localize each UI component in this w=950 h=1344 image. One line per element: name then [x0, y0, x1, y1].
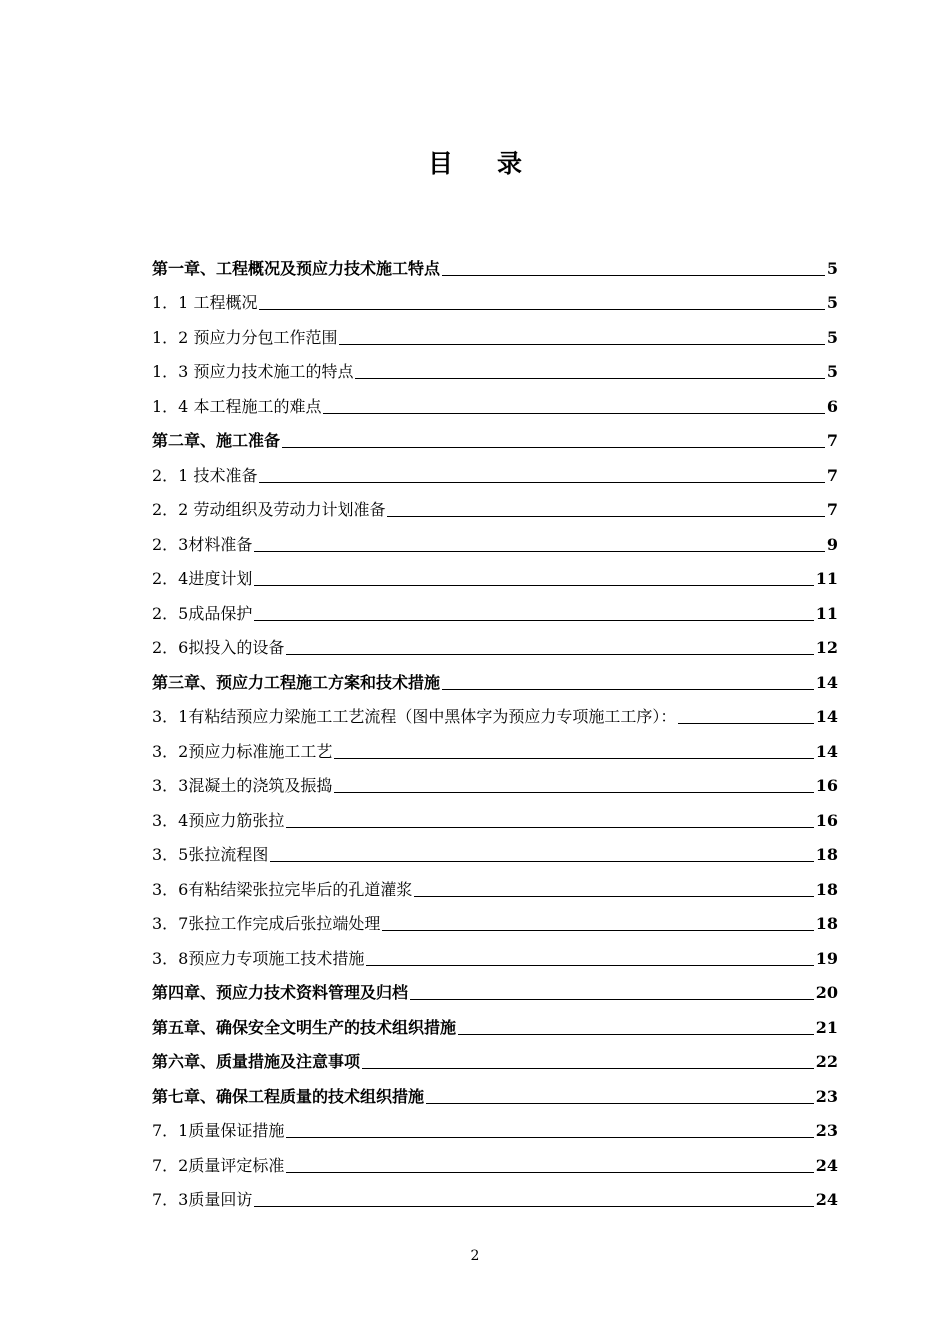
toc-section-entry[interactable] [152, 900, 838, 935]
toc-section-entry[interactable] [152, 796, 838, 831]
toc-section-entry[interactable] [152, 279, 838, 314]
toc-entry-page: 7 [826, 500, 838, 519]
toc-entry-label: 3．2预应力标准施工工艺 [152, 741, 333, 761]
toc-leader-line [458, 1034, 814, 1035]
toc-leader-line [410, 999, 814, 1000]
toc-entry-label: 1．1 工程概况 [152, 293, 258, 312]
toc-entry-label: 1．2 预应力分包工作范围 [152, 327, 338, 347]
toc-section-entry[interactable] [152, 348, 838, 383]
toc-leader-line [426, 1103, 814, 1104]
toc-section-entry[interactable] [152, 865, 838, 900]
toc-entry-page: 18 [815, 879, 838, 899]
toc-section-entry[interactable] [152, 313, 838, 348]
toc-section-entry[interactable] [152, 555, 838, 590]
toc-entry-page: 16 [815, 776, 838, 795]
toc-chapter-entry[interactable] [152, 244, 838, 279]
toc-entry-label: 2．3材料准备 [152, 534, 253, 554]
toc-section-entry[interactable] [152, 934, 838, 969]
toc-leader-line [334, 792, 813, 793]
toc-leader-line [366, 965, 813, 966]
toc-leader-line [259, 309, 824, 310]
toc-leader-line [254, 1206, 813, 1207]
toc-entry-page: 14 [815, 741, 838, 761]
toc-entry-page: 5 [826, 258, 838, 278]
toc-section-entry[interactable] [152, 589, 838, 624]
toc-leader-line [339, 344, 824, 345]
toc-leader-line [282, 447, 825, 448]
toc-leader-line [678, 723, 813, 724]
toc-entry-page: 9 [826, 534, 838, 554]
toc-entry-label: 2．6拟投入的设备 [152, 638, 285, 657]
toc-leader-line [387, 516, 824, 517]
toc-leader-line [362, 1068, 814, 1069]
toc-entry-page: 23 [815, 1086, 838, 1106]
toc-entry-page: 14 [815, 707, 838, 726]
toc-chapter-entry[interactable] [152, 417, 838, 452]
toc-entry-page: 11 [815, 569, 838, 588]
toc-leader-line [334, 758, 813, 759]
toc-entry-label: 3．6有粘结梁张拉完毕后的孔道灌浆 [152, 879, 413, 899]
toc-leader-line [414, 896, 813, 897]
toc-entry-page: 14 [815, 672, 838, 692]
toc-section-entry[interactable] [152, 762, 838, 797]
page-title: 目录 [427, 149, 566, 178]
toc-entry-page: 5 [826, 362, 838, 381]
toc-section-entry[interactable] [152, 693, 838, 728]
toc-leader-line [323, 413, 824, 414]
toc-entry-label: 第六章、质量措施及注意事项 [152, 1052, 361, 1071]
toc-entry-page: 22 [815, 1052, 838, 1071]
toc-entry-page: 7 [826, 431, 838, 450]
toc-leader-line [442, 275, 825, 276]
toc-entry-label: 7．1质量保证措施 [152, 1121, 285, 1140]
toc-entry-page: 12 [815, 638, 838, 657]
toc-entry-page: 18 [815, 914, 838, 933]
toc-entry-label: 3．3混凝土的浇筑及振捣 [152, 776, 333, 795]
toc-section-entry[interactable] [152, 1141, 838, 1176]
toc-leader-line [254, 551, 824, 552]
toc-entry-page: 21 [815, 1017, 838, 1037]
toc-section-entry[interactable] [152, 831, 838, 866]
toc-leader-line [442, 689, 814, 690]
toc-leader-line [270, 861, 813, 862]
toc-entry-page: 11 [815, 603, 838, 623]
toc-entry-label: 7．2质量评定标准 [152, 1155, 285, 1175]
toc-entry-label: 2．2 劳动组织及劳动力计划准备 [152, 500, 386, 519]
toc-leader-line [286, 1172, 813, 1173]
toc-entry-label: 1．3 预应力技术施工的特点 [152, 362, 354, 381]
toc-chapter-entry[interactable] [152, 969, 838, 1004]
toc-entry-page: 19 [815, 948, 838, 968]
toc-leader-line [254, 620, 813, 621]
toc-entry-page: 6 [826, 396, 838, 416]
toc-leader-line [286, 1137, 813, 1138]
toc-entry-label: 3．7张拉工作完成后张拉端处理 [152, 914, 381, 933]
toc-entry-label: 3．8预应力专项施工技术措施 [152, 948, 365, 968]
toc-entry-label: 3．5张拉流程图 [152, 845, 269, 864]
toc-entry-label: 1．4 本工程施工的难点 [152, 396, 322, 416]
toc-leader-line [286, 654, 813, 655]
toc-chapter-entry[interactable] [152, 1003, 838, 1038]
toc-entry-page: 24 [815, 1190, 838, 1209]
toc-entry-page: 16 [815, 810, 838, 830]
toc-entry-label: 第七章、确保工程质量的技术组织措施 [152, 1086, 425, 1106]
toc-section-entry[interactable] [152, 451, 838, 486]
toc-section-entry[interactable] [152, 1176, 838, 1211]
toc-chapter-entry[interactable] [152, 1072, 838, 1107]
toc-leader-line [254, 585, 813, 586]
toc-entry-page: 5 [826, 293, 838, 312]
toc-chapter-entry[interactable] [152, 1038, 838, 1073]
toc-entry-label: 第二章、施工准备 [152, 431, 281, 450]
toc-leader-line [382, 930, 813, 931]
toc-entry-label: 第三章、预应力工程施工方案和技术措施 [152, 672, 441, 692]
toc-leader-line [355, 378, 824, 379]
toc-entry-page: 18 [815, 845, 838, 864]
toc-entry-label: 第五章、确保安全文明生产的技术组织措施 [152, 1017, 457, 1037]
toc-section-entry[interactable] [152, 727, 838, 762]
toc-entry-label: 第四章、预应力技术资料管理及归档 [152, 983, 409, 1002]
toc-leader-line [286, 827, 813, 828]
toc-entry-label: 3．4预应力筋张拉 [152, 810, 285, 830]
toc-entry-page: 23 [815, 1121, 838, 1140]
toc-entry-page: 24 [815, 1155, 838, 1175]
toc-entry-label: 2．1 技术准备 [152, 465, 258, 485]
toc-entry-label: 2．5成品保护 [152, 603, 253, 623]
table-of-contents [152, 244, 838, 1210]
toc-section-entry[interactable] [152, 1107, 838, 1142]
toc-entry-label: 第一章、工程概况及预应力技术施工特点 [152, 258, 441, 278]
toc-chapter-entry[interactable] [152, 658, 838, 693]
toc-section-entry[interactable] [152, 624, 838, 659]
toc-leader-line [259, 482, 824, 483]
toc-section-entry[interactable] [152, 520, 838, 555]
toc-entry-label: 3．1有粘结预应力梁施工工艺流程（图中黑体字为预应力专项施工工序）： [152, 707, 677, 726]
toc-entry-label: 2．4进度计划 [152, 569, 253, 588]
toc-entry-page: 7 [826, 465, 838, 485]
page-number: 2 [470, 1248, 480, 1264]
toc-entry-page: 5 [826, 327, 838, 347]
toc-entry-page: 20 [815, 983, 838, 1002]
toc-entry-label: 7．3质量回访 [152, 1190, 253, 1209]
toc-section-entry[interactable] [152, 382, 838, 417]
toc-section-entry[interactable] [152, 486, 838, 521]
